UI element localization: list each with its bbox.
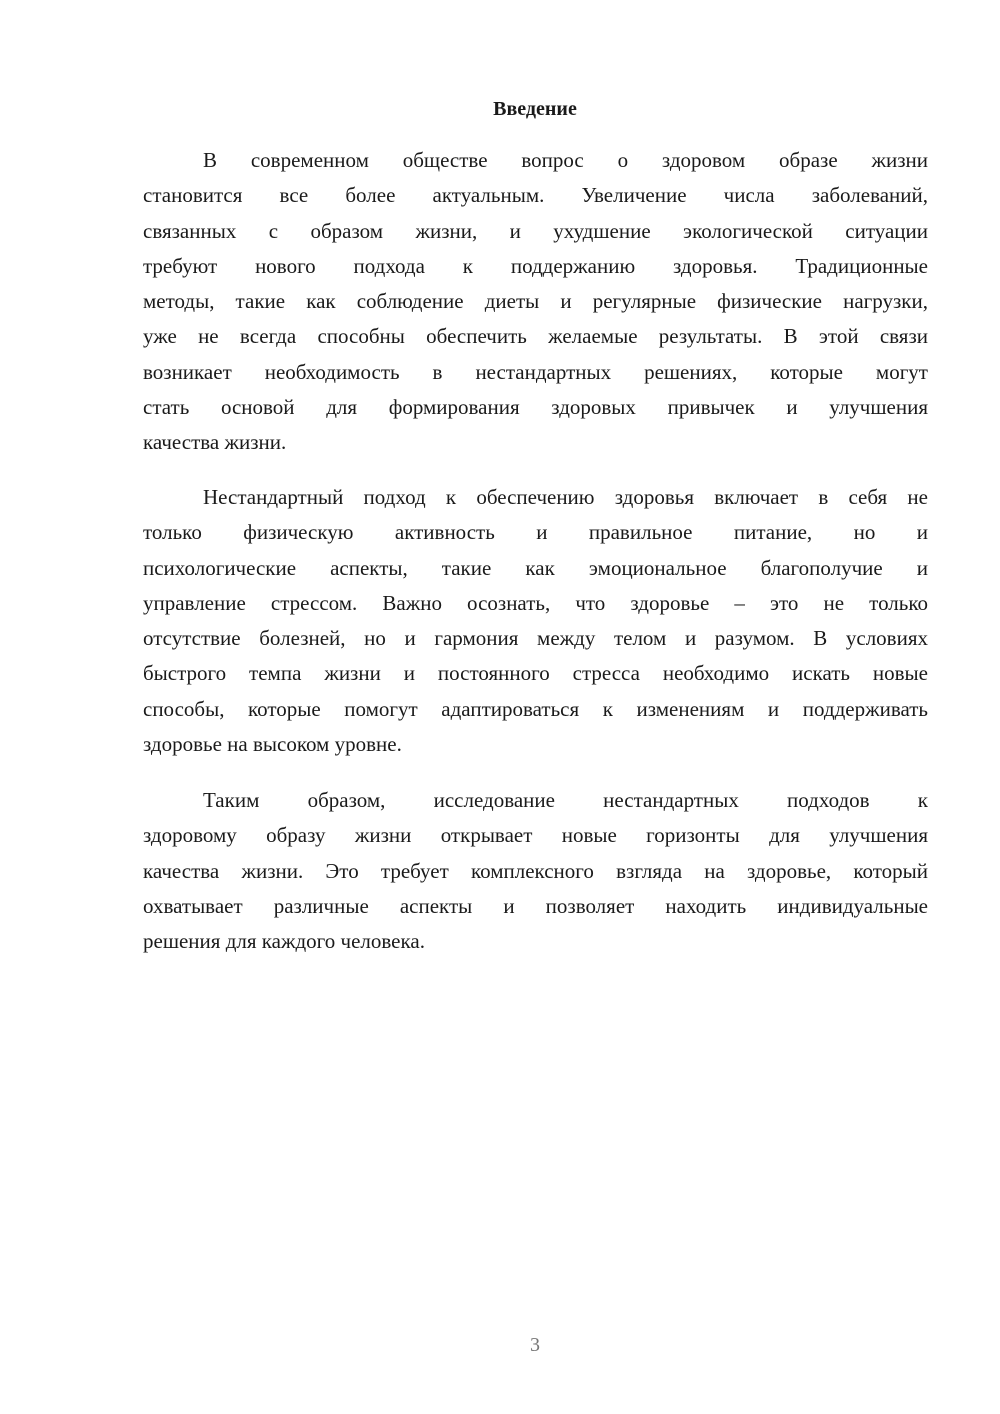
- text-line: психологические аспекты, такие как эмоциональное благополучие и: [143, 555, 928, 580]
- paragraph: [143, 783, 928, 959]
- text-line: Таким образом, исследование нестандартных подходов к: [203, 788, 928, 812]
- text-line: отсутствие болезней, но и гармония между телом и разумом. В условиях: [143, 626, 928, 651]
- text-line: Нестандартный подход к обеспечению здоровья включает в себя не: [203, 485, 928, 509]
- text-line: охватывает различные аспекты и позволяет находить индивидуальные: [143, 893, 928, 918]
- text-line: становится все более актуальным. Увеличение числа заболеваний,: [143, 183, 928, 208]
- text-line: методы, такие как соблюдение диеты и регулярные физические нагрузки,: [143, 289, 928, 314]
- text-line: связанных с образом жизни, и ухудшение экологической ситуации: [143, 218, 928, 243]
- text-line: В современном обществе вопрос о здоровом образе жизни: [203, 148, 928, 172]
- text-line: возникает необходимость в нестандартных решениях, которые могут: [143, 359, 928, 384]
- text-line: только физическую активность и правильное питание, но и: [143, 520, 928, 545]
- text-line: решения для каждого человека.: [143, 929, 425, 954]
- section-heading: Введение: [493, 98, 577, 120]
- text-line: управление стрессом. Важно осознать, что здоровье – это не только: [143, 590, 928, 615]
- text-line: уже не всегда способны обеспечить желаемые результаты. В этой связи: [143, 324, 928, 349]
- page-number: 3: [530, 1334, 540, 1356]
- text-line: быстрого темпа жизни и постоянного стресса необходимо искать новые: [143, 661, 928, 686]
- text-line: качества жизни.: [143, 430, 287, 455]
- text-line: здоровому образу жизни открывает новые горизонты для улучшения: [143, 823, 928, 848]
- text-line: качества жизни. Это требует комплексного взгляда на здоровье, который: [143, 858, 928, 883]
- paragraph: [143, 143, 928, 461]
- text-line: способы, которые помогут адаптироваться к изменениям и поддерживать: [143, 696, 928, 721]
- text-line: стать основой для формирования здоровых привычек и улучшения: [143, 395, 928, 420]
- text-line: требуют нового подхода к поддержанию здоровья. Традиционные: [143, 253, 928, 278]
- paragraph: [143, 480, 928, 762]
- text-line: здоровье на высоком уровне.: [143, 732, 402, 757]
